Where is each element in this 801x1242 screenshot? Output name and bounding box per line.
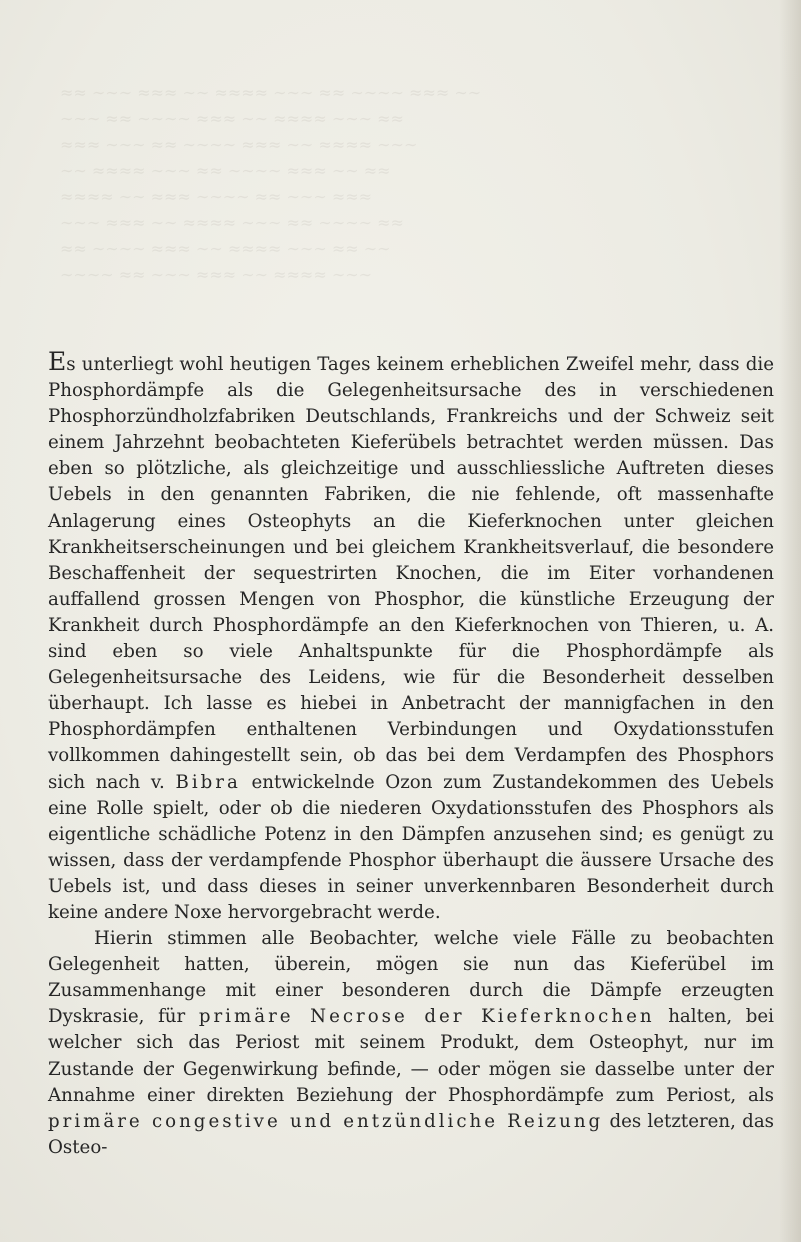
- paragraph-1: [48, 347, 775, 926]
- emphasis-congestive-irritation: primäre congestive und entzündliche Reizung: [48, 1110, 604, 1132]
- bleed-through-texture: ≈≈ ∼∼∼ ≈≈≈ ∼∼ ≈≈≈≈ ∼∼∼ ≈≈ ∼∼∼∼ ≈≈≈ ∼∼ ∼∼∼ ≈≈ ∼∼∼∼ ≈≈≈ ∼∼ ≈≈≈≈ ∼∼∼ ≈≈ ≈≈≈ ∼∼∼ ≈≈ ∼∼∼∼ ≈≈≈ ∼∼ ≈≈≈≈ ∼∼∼ ∼∼ ≈≈≈≈ ∼∼∼ ≈≈ ∼∼∼∼ ≈≈≈ ∼∼ ≈≈ ≈≈≈≈ ∼∼ ≈≈≈ ∼∼∼∼ ≈≈ ∼∼∼ ≈≈≈ ∼∼∼ ≈≈≈ ∼∼ ≈≈≈≈ ∼∼∼ ≈≈ ∼∼∼∼ ≈≈ ≈≈ ∼∼∼∼ ≈≈≈ ∼∼ ≈≈≈≈ ∼∼∼ ≈≈ ∼∼ ∼∼∼∼ ≈≈ ∼∼∼ ≈≈≈ ∼∼ ≈≈≈≈ ∼∼∼: [60, 83, 482, 284]
- emphasis-primary-necrosis: primäre Necrose der Kieferknochen: [198, 1006, 655, 1028]
- paragraph-2-text-b: halten, bei welcher sich das Periost mit seinem Produkt, dem Osteophyt, nur im Zustande der Gegenwirkung befinde, — oder mögen sie dasselbe unter der Annahme einer direkten Beziehung der Phosphordämpfe zum Periost, als: [48, 1006, 774, 1106]
- author-name: Bibra: [175, 771, 241, 793]
- paragraph-1-text-a: s unterliegt wohl heutigen Tages keinem erheblichen Zweifel mehr, dass die Phosphordämpfe als die Gelegenheitsursache des in verschiedenen Phosphorzündholzfabriken Deutschlands, Frankreichs und der Schweiz seit einem Jahrzehnt beobachteten Kieferübels betrachtet werden müssen. Das eben so plötzliche, als gleichzeitige und ausschliessliche Auftreten dieses Uebels in den genannten Fabriken, die nie fehlende, oft massenhafte Anlagerung eines Osteophyts an die Kieferknochen unter gleichen Krankheitserscheinungen und bei gleichem Krankheitsverlauf, die besondere Beschaffenheit der sequestrirten Knochen, die im Eiter vorhandenen auffallend grossen Mengen von Phosphor, die künstliche Erzeugung der Krankheit durch Phosphordämpfe an den Kieferknochen von Thieren, u. A. sind eben so viele Anhaltspunkte für die Phosphordämpfe als Gelegenheitsursache des Leidens, wie für die Besonderheit desselben überhaupt. Ich lasse es hiebei in Anbetracht der mannigfachen in den Phosphordämpfen enthaltenen Verbindungen und Oxydationsstufen vollkommen dahingestellt sein, ob das bei dem Verdampfen des Phosphors sich nach v.: [48, 354, 774, 793]
- paragraph-1-text-b: entwickelnde Ozon zum Zustandekommen des Uebels eine Rolle spielt, oder ob die niederen Oxydationsstufen des Phosphors als eigentliche schädliche Potenz in den Dämpfen anzusehen sind; es genügt zu wissen, dass der verdampfende Phosphor überhaupt die äussere Ursache des Uebels ist, und dass dieses in seiner unverkennbaren Besonderheit durch keine andere Noxe hervorgebracht werde.: [48, 771, 775, 923]
- body-text: [48, 347, 775, 1161]
- paragraph-2-text-c: des letzteren, das Osteo-: [48, 1110, 774, 1158]
- paragraph-2: [48, 926, 774, 1161]
- page-edge-shadow: [779, 0, 801, 1242]
- paragraph-2-text-a: Hierin stimmen alle Beobachter, welche viele Fälle zu beobachten Gelegenheit hatten, überein, mögen sie nun das Kieferübel im Zusammenhange mit einer besonderen durch die Dämpfe erzeugten Dyskrasie, für: [48, 928, 774, 1028]
- initial-letter: E: [48, 347, 67, 376]
